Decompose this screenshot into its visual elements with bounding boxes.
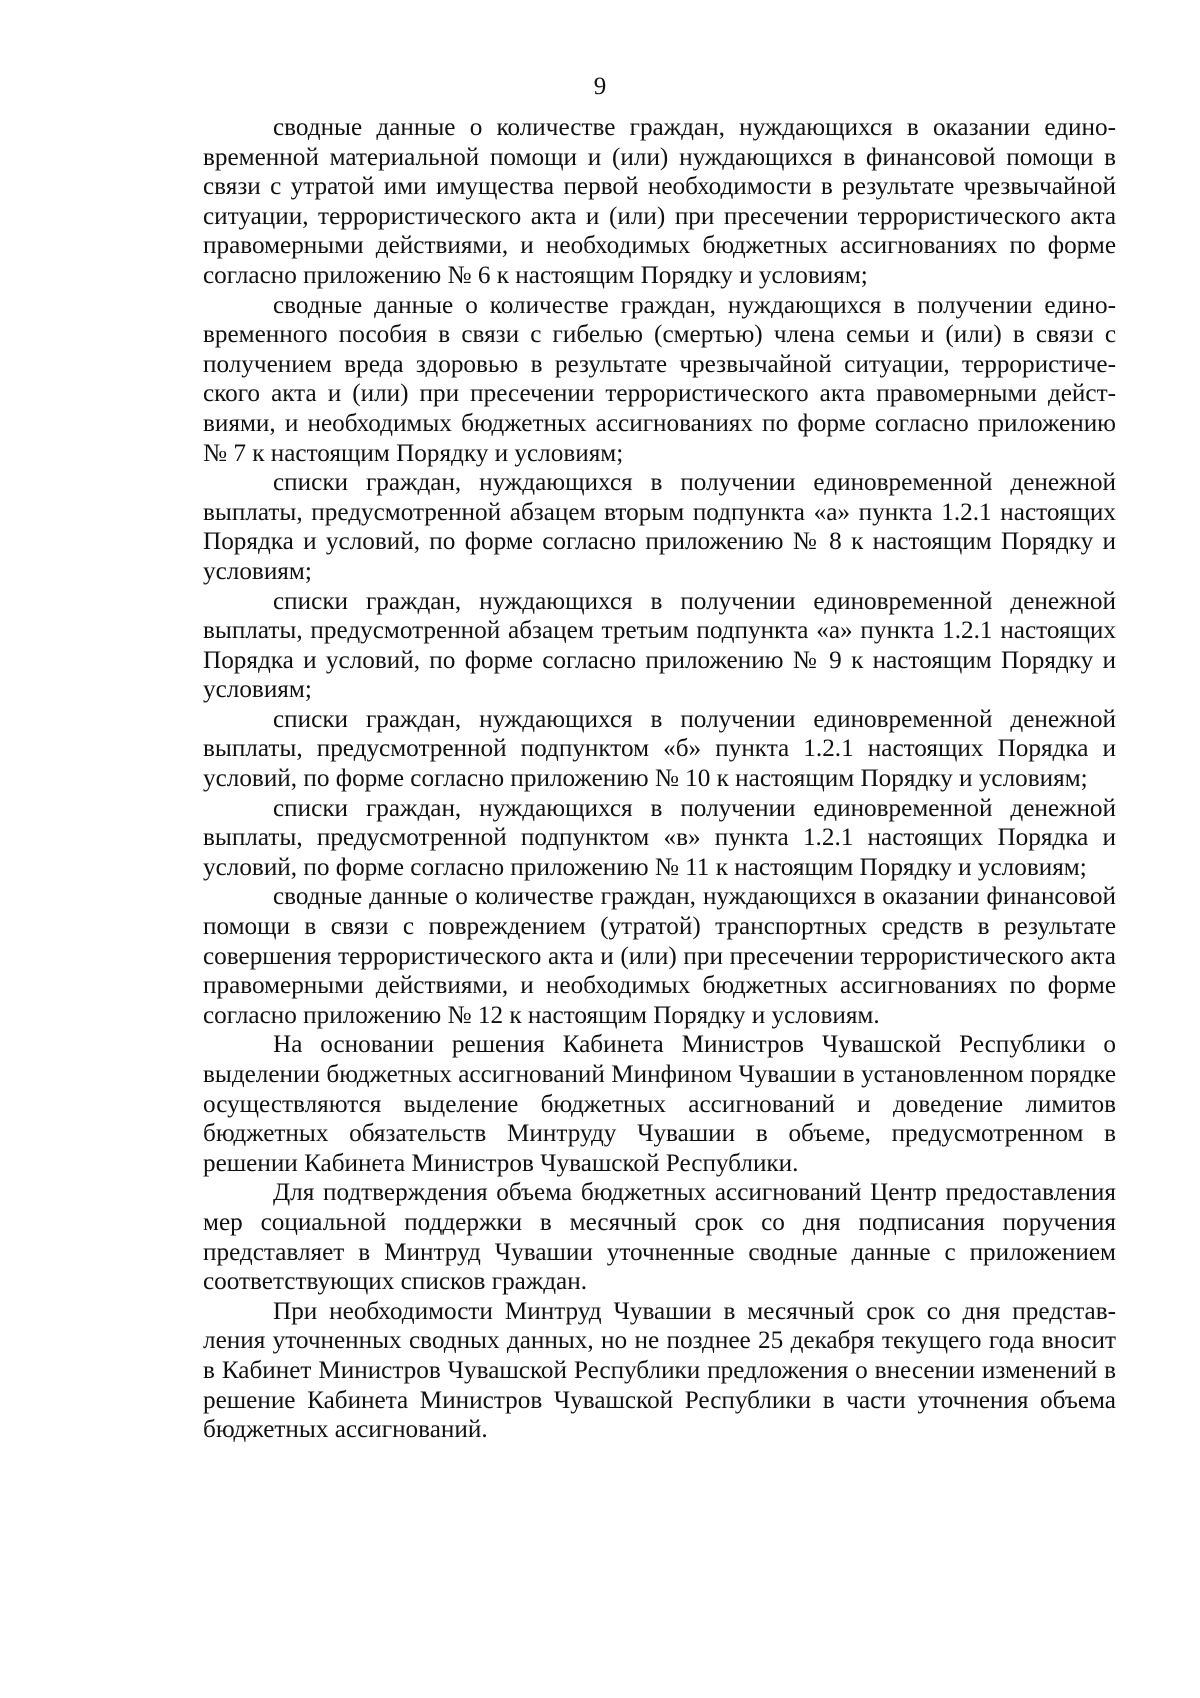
paragraph-summary-vehicle-damage: сводные данные о количестве граждан, нуждающихся в оказании финансовой помощи в связи с повреждением (утратой) транспортных средств в результате совершения террористического акта и (или) при пресечении террористического акта правомерными действиями, и необходимых бюджетных ассигнованиях по форме согласно приложению № 12 к настоящим Порядку и условиям. — [203, 883, 1116, 1029]
page-number: 9 — [593, 73, 607, 100]
paragraph-summary-lump-sum-benefit: сводные данные о количестве граждан, нуждающихся в получении единовременного пособия в связи с гибелью (смертью) члена семьи и (или) в связи с получением вреда здоровью в результате чрезвычайной ситуации, террористического акта и (или) при пресечении террористического акта правомерными действиями, и необходимых бюджетных ассигнованиях по форме согласно приложению № 7 к настоящим Порядку и условиям; — [203, 291, 1116, 467]
paragraph-list-appendix-8: списки граждан, нуждающихся в получении единовременной денежной выплаты, предусмотренной абзацем вторым подпункта «а» пункта 1.2.1 настоящих Порядка и условий, по форме согласно приложению № 8 к настоящим Порядку и условиям; — [203, 469, 1116, 585]
paragraph-summary-material-aid: сводные данные о количестве граждан, нуждающихся в оказании единовременной материальной помощи и (или) нуждающихся в финансовой помощи в связи с утратой ими имущества первой необходимости в результате чрезвычайной ситуации, террористического акта и (или) при пресечении террористического акта правомерными действиями, и необходимых бюджетных ассигнованиях по форме согласно приложению № 6 к настоящим Порядку и условиям; — [203, 114, 1116, 289]
paragraph-budget-amendments: При необходимости Минтруд Чувашии в месячный срок со дня представления уточненных сводных данных, но не позднее 25 декабря текущего года вносит в Кабинет Министров Чувашской Республики предложения о внесении изменений в решение Кабинета Министров Чувашской Республики в части уточнения объема бюджетных ассигнований. — [203, 1297, 1116, 1444]
paragraph-list-appendix-11: списки граждан, нуждающихся в получении единовременной денежной выплаты, предусмотренной подпунктом «в» пункта 1.2.1 настоящих Порядка и условий, по форме согласно приложению № 11 к настоящим Порядку и условиям; — [203, 794, 1116, 881]
document-body — [203, 113, 1116, 1445]
paragraph-budget-allocation: На основании решения Кабинета Министров Чувашской Республики о выделении бюджетных ассигнований Минфином Чувашии в установленном порядке осуществляются выделение бюджетных ассигнований и доведение лимитов бюджетных обязательств Минтруду Чувашии в объеме, предусмотренном в решении Кабинета Министров Чувашской Республики. — [203, 1031, 1116, 1177]
paragraph-list-appendix-10: списки граждан, нуждающихся в получении единовременной денежной выплаты, предусмотренной подпунктом «б» пункта 1.2.1 настоящих Порядка и условий, по форме согласно приложению № 10 к настоящим Порядку и условиям; — [203, 705, 1116, 793]
paragraph-budget-confirmation: Для подтверждения объема бюджетных ассигнований Центр предоставления мер социальной поддержки в месячный срок со дня подписания поручения представляет в Минтруд Чувашии уточненные сводные данные с приложением соответствующих списков граждан. — [203, 1179, 1116, 1296]
paragraph-list-appendix-9: списки граждан, нуждающихся в получении единовременной денежной выплаты, предусмотренной абзацем третьим подпункта «а» пункта 1.2.1 настоящих Порядка и условий, по форме согласно приложению № 9 к настоящим Порядку и условиям; — [203, 587, 1116, 704]
